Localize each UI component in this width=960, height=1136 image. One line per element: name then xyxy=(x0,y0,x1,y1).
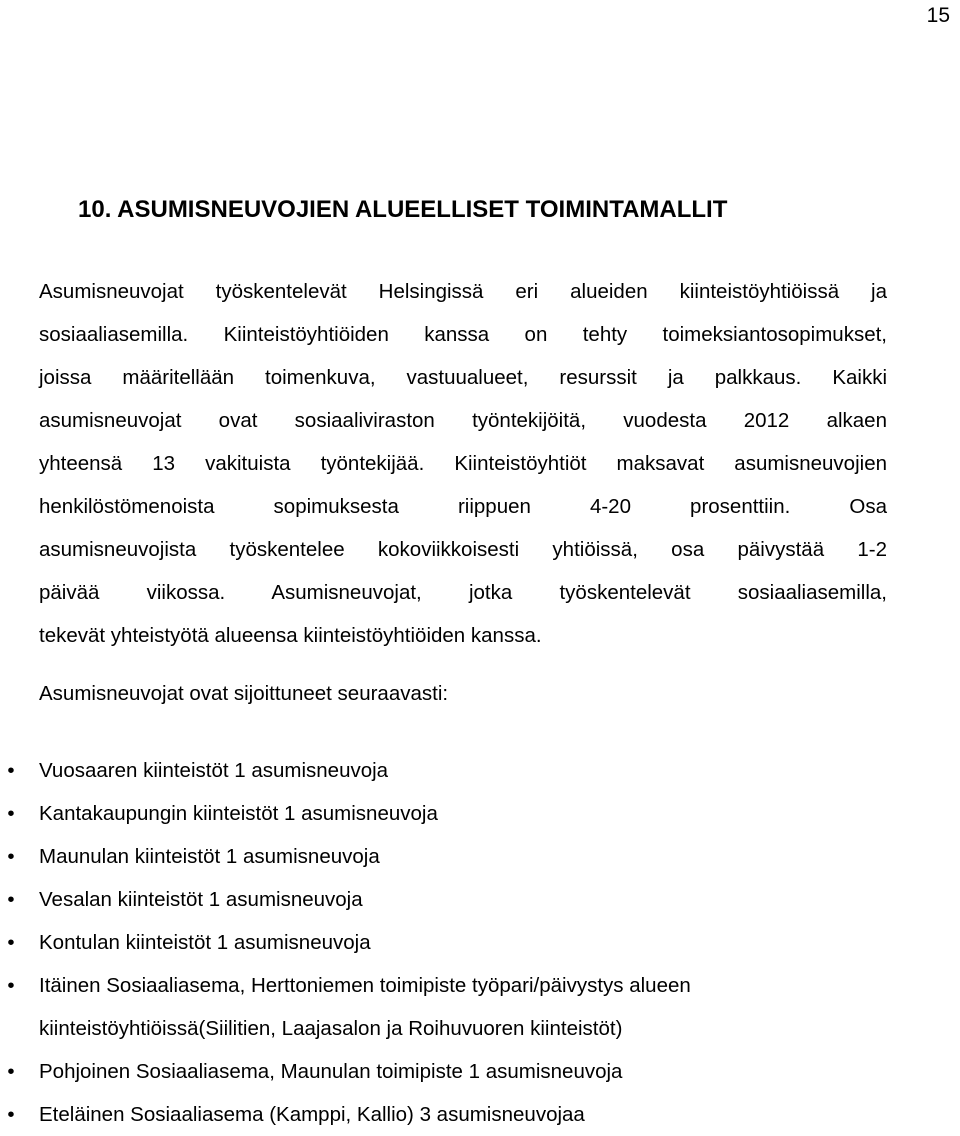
bullet-icon: • xyxy=(7,845,15,868)
paragraph-line: päivää viikossa. Asumisneuvojat, jotka työskentelevät sosiaaliasemilla, xyxy=(39,581,887,604)
list-item xyxy=(0,1093,900,1136)
paragraph-line: asumisneuvojista työskentelee kokoviikkoisesti yhtiöissä, osa päivystää 1-2 xyxy=(39,538,887,561)
list-item xyxy=(0,1050,900,1093)
page-number: 15 xyxy=(926,4,950,27)
list-item-text: Kontulan kiinteistöt 1 asumisneuvoja xyxy=(39,931,371,954)
list-intro: Asumisneuvojat ovat sijoittuneet seuraavasti: xyxy=(39,682,449,705)
list-item-text: Vuosaaren kiinteistöt 1 asumisneuvoja xyxy=(39,759,389,782)
paragraph-line: yhteensä 13 vakituista työntekijää. Kiinteistöyhtiöt maksavat asumisneuvojien xyxy=(39,452,887,475)
paragraph-line: tekevät yhteistyötä alueensa kiinteistöyhtiöiden kanssa. xyxy=(39,624,542,647)
paragraph-line: henkilöstömenoista sopimuksesta riippuen 4-20 prosenttiin. Osa xyxy=(39,495,887,518)
list-item xyxy=(0,749,900,792)
list-item-text-continuation: kiinteistöyhtiöissä(Siilitien, Laajasalon ja Roihuvuoren kiinteistöt) xyxy=(39,1017,623,1040)
list-item-text: Itäinen Sosiaaliasema, Herttoniemen toimipiste työpari/päivystys alueen xyxy=(39,974,691,997)
bullet-icon: • xyxy=(7,1103,15,1126)
bullet-icon: • xyxy=(7,888,15,911)
paragraph-line: joissa määritellään toimenkuva, vastuualueet, resurssit ja palkkaus. Kaikki xyxy=(39,366,887,389)
paragraph-line: asumisneuvojat ovat sosiaaliviraston työntekijöitä, vuodesta 2012 alkaen xyxy=(39,409,887,432)
list-item-text: Eteläinen Sosiaaliasema (Kamppi, Kallio) 3 asumisneuvojaa xyxy=(39,1103,585,1126)
list-item xyxy=(0,964,900,1050)
list-item xyxy=(0,792,900,835)
paragraph-line: Asumisneuvojat työskentelevät Helsingissä eri alueiden kiinteistöyhtiöissä ja xyxy=(39,280,887,303)
bullet-icon: • xyxy=(7,802,15,825)
bullet-icon: • xyxy=(7,931,15,954)
location-list xyxy=(0,749,900,1136)
list-item-text: Vesalan kiinteistöt 1 asumisneuvoja xyxy=(39,888,363,911)
list-item xyxy=(0,921,900,964)
list-item xyxy=(0,835,900,878)
bullet-icon: • xyxy=(7,759,15,782)
list-item-text: Maunulan kiinteistöt 1 asumisneuvoja xyxy=(39,845,380,868)
body-paragraph xyxy=(39,270,887,657)
section-heading: 10. ASUMISNEUVOJIEN ALUEELLISET TOIMINTAMALLIT xyxy=(78,196,728,223)
bullet-icon: • xyxy=(7,1060,15,1083)
list-item-text: Kantakaupungin kiinteistöt 1 asumisneuvoja xyxy=(39,802,438,825)
paragraph-line: sosiaaliasemilla. Kiinteistöyhtiöiden kanssa on tehty toimeksiantosopimukset, xyxy=(39,323,887,346)
list-item xyxy=(0,878,900,921)
list-item-text: Pohjoinen Sosiaaliasema, Maunulan toimipiste 1 asumisneuvoja xyxy=(39,1060,623,1083)
bullet-icon: • xyxy=(7,974,15,997)
